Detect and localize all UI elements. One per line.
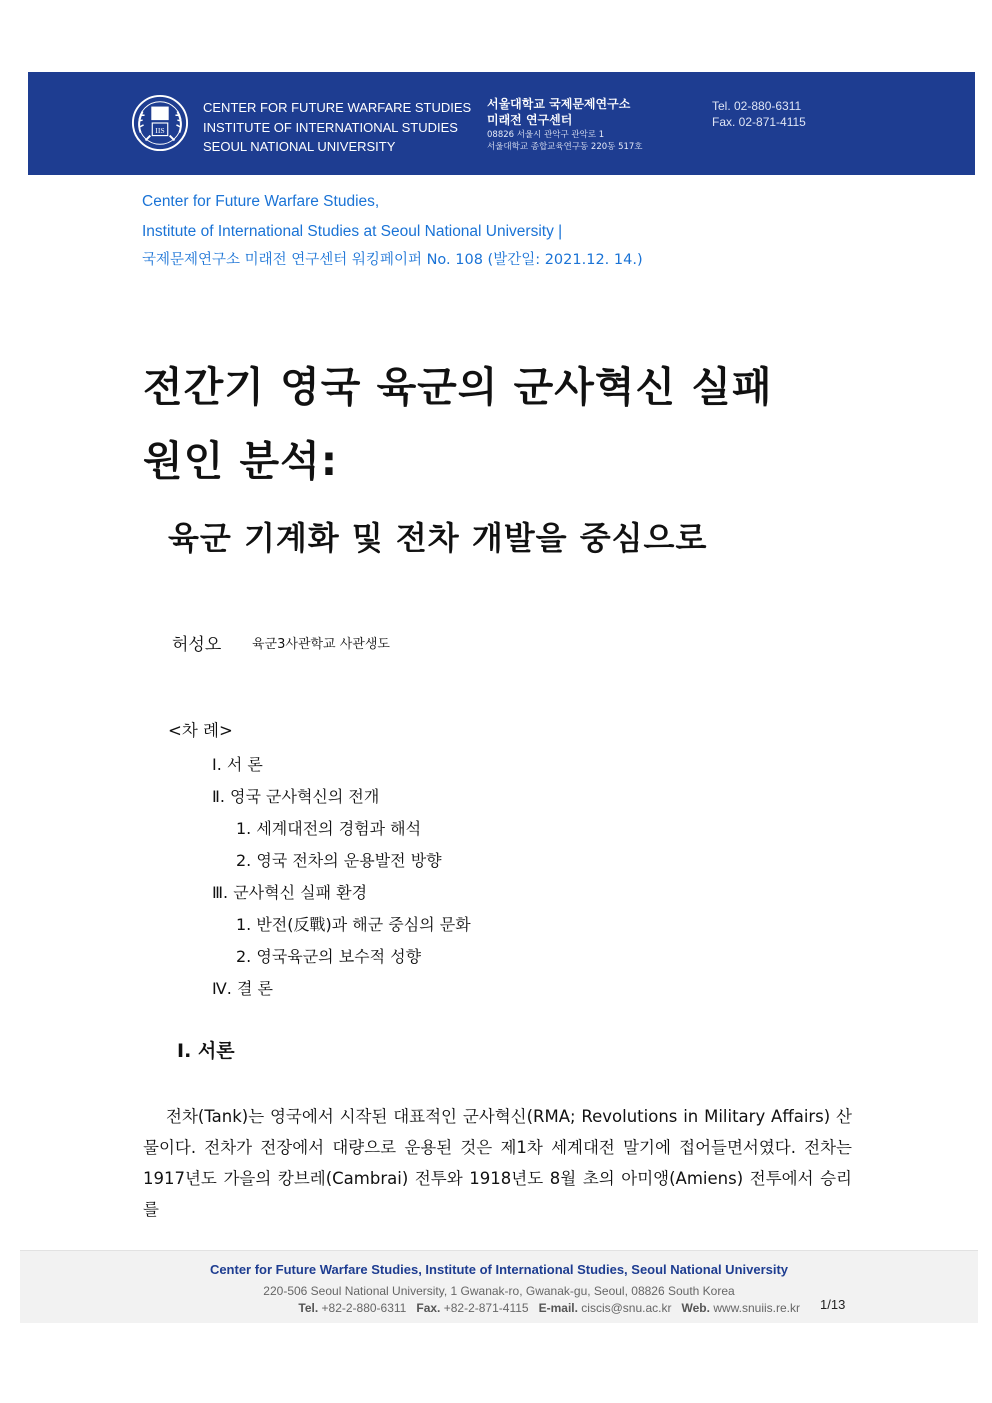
org-en-line-1: CENTER FOR FUTURE WARFARE STUDIES — [203, 100, 472, 115]
org-en-line-2: INSTITUTE OF INTERNATIONAL STUDIES — [203, 119, 458, 135]
toc-item: Ⅰ. 서 론 — [212, 755, 263, 774]
title-line-2: 원인 분석: — [143, 437, 339, 485]
org-name-ko — [487, 96, 630, 128]
toc-item: 1. 세계대전의 경험과 해석 — [236, 819, 422, 838]
footer-tel-label: Tel. — [298, 1301, 319, 1315]
org-contact — [712, 98, 806, 130]
address-line-2: 서울대학교 종합교육연구동 220동 517호 — [487, 142, 643, 152]
footer-fax: +82-2-871-4115 — [443, 1301, 529, 1315]
page-number: 1/13 — [820, 1297, 846, 1312]
org-en-line-3: SEOUL NATIONAL UNIVERSITY — [203, 139, 396, 154]
org-ko-line-1: 서울대학교 국제문제연구소 — [487, 97, 631, 111]
publication-line-3: 국제문제연구소 미래전 연구센터 워킹페이퍼 No. 108 (발간일: 2021.12. 14.) — [142, 252, 643, 268]
toc-item: Ⅲ. 군사혁신 실패 환경 — [212, 883, 368, 902]
title-line-1: 전간기 영국 육군의 군사혁신 실패 — [143, 363, 773, 411]
footer-email-label: E-mail. — [538, 1301, 578, 1315]
toc-item: 2. 영국육군의 보수적 성향 — [236, 947, 422, 966]
table-of-contents — [212, 749, 471, 1005]
org-tel: Tel. 02-880-6311 — [712, 99, 802, 113]
section-heading: Ⅰ. 서론 — [177, 1040, 235, 1062]
header-banner — [28, 72, 975, 175]
seal-text: IIS — [155, 126, 165, 136]
document-subtitle: 육군 기계화 및 전차 개발을 중심으로 — [168, 519, 708, 557]
org-name-en — [203, 98, 471, 157]
university-seal-icon — [131, 94, 189, 152]
org-address — [487, 129, 643, 153]
author-affiliation: 육군3사관학교 사관생도 — [252, 637, 390, 652]
address-line-1: 08826 서울시 관악구 관악로 1 — [487, 130, 605, 140]
footer-tel: +82-2-880-6311 — [321, 1301, 407, 1315]
toc-item: 2. 영국 전차의 운용발전 방향 — [236, 851, 442, 870]
publication-line-2: Institute of International Studies at Seoul National University | — [142, 222, 563, 240]
footer-title: Center for Future Warfare Studies, Institute of International Studies, Seoul National University — [209, 1262, 789, 1277]
footer-web-label: Web. — [681, 1301, 710, 1315]
publication-info — [142, 187, 643, 276]
publication-line-1: Center for Future Warfare Studies, — [142, 193, 380, 210]
footer-web[interactable]: www.snuiis.re.kr — [713, 1301, 800, 1315]
org-fax: Fax. 02-871-4115 — [712, 115, 806, 129]
footer-fax-label: Fax. — [416, 1301, 441, 1315]
author-name: 허성오 — [172, 635, 222, 655]
footer-email[interactable]: ciscis@snu.ac.kr — [581, 1301, 672, 1315]
page-footer — [20, 1250, 978, 1323]
toc-item: Ⅳ. 결 론 — [212, 979, 273, 998]
toc-heading: <차 례> — [168, 721, 233, 740]
footer-contact — [298, 1301, 800, 1315]
footer-address: 220-506 Seoul National University, 1 Gwanak-ro, Gwanak-gu, Seoul, 08826 South Korea — [263, 1284, 735, 1298]
org-ko-line-2: 미래전 연구센터 — [487, 113, 573, 127]
document-title — [143, 350, 773, 498]
toc-item: Ⅱ. 영국 군사혁신의 전개 — [212, 787, 380, 806]
body-paragraph: 전차(Tank)는 영국에서 시작된 대표적인 군사혁신(RMA; Revolutions in Military Affairs) 산물이다. 전차가 전장에서 대량으로 운용된 것은 제1차 세계대전 말기에 접어들면서였다. 전차는 1917년도 가을의 캉브레(Cambrai) 전투와 1918년도 8월 초의 아미앵(Amiens) 전투에서 승리를 — [143, 1107, 852, 1219]
toc-item: 1. 반전(反戰)과 해군 중심의 문화 — [236, 915, 471, 934]
